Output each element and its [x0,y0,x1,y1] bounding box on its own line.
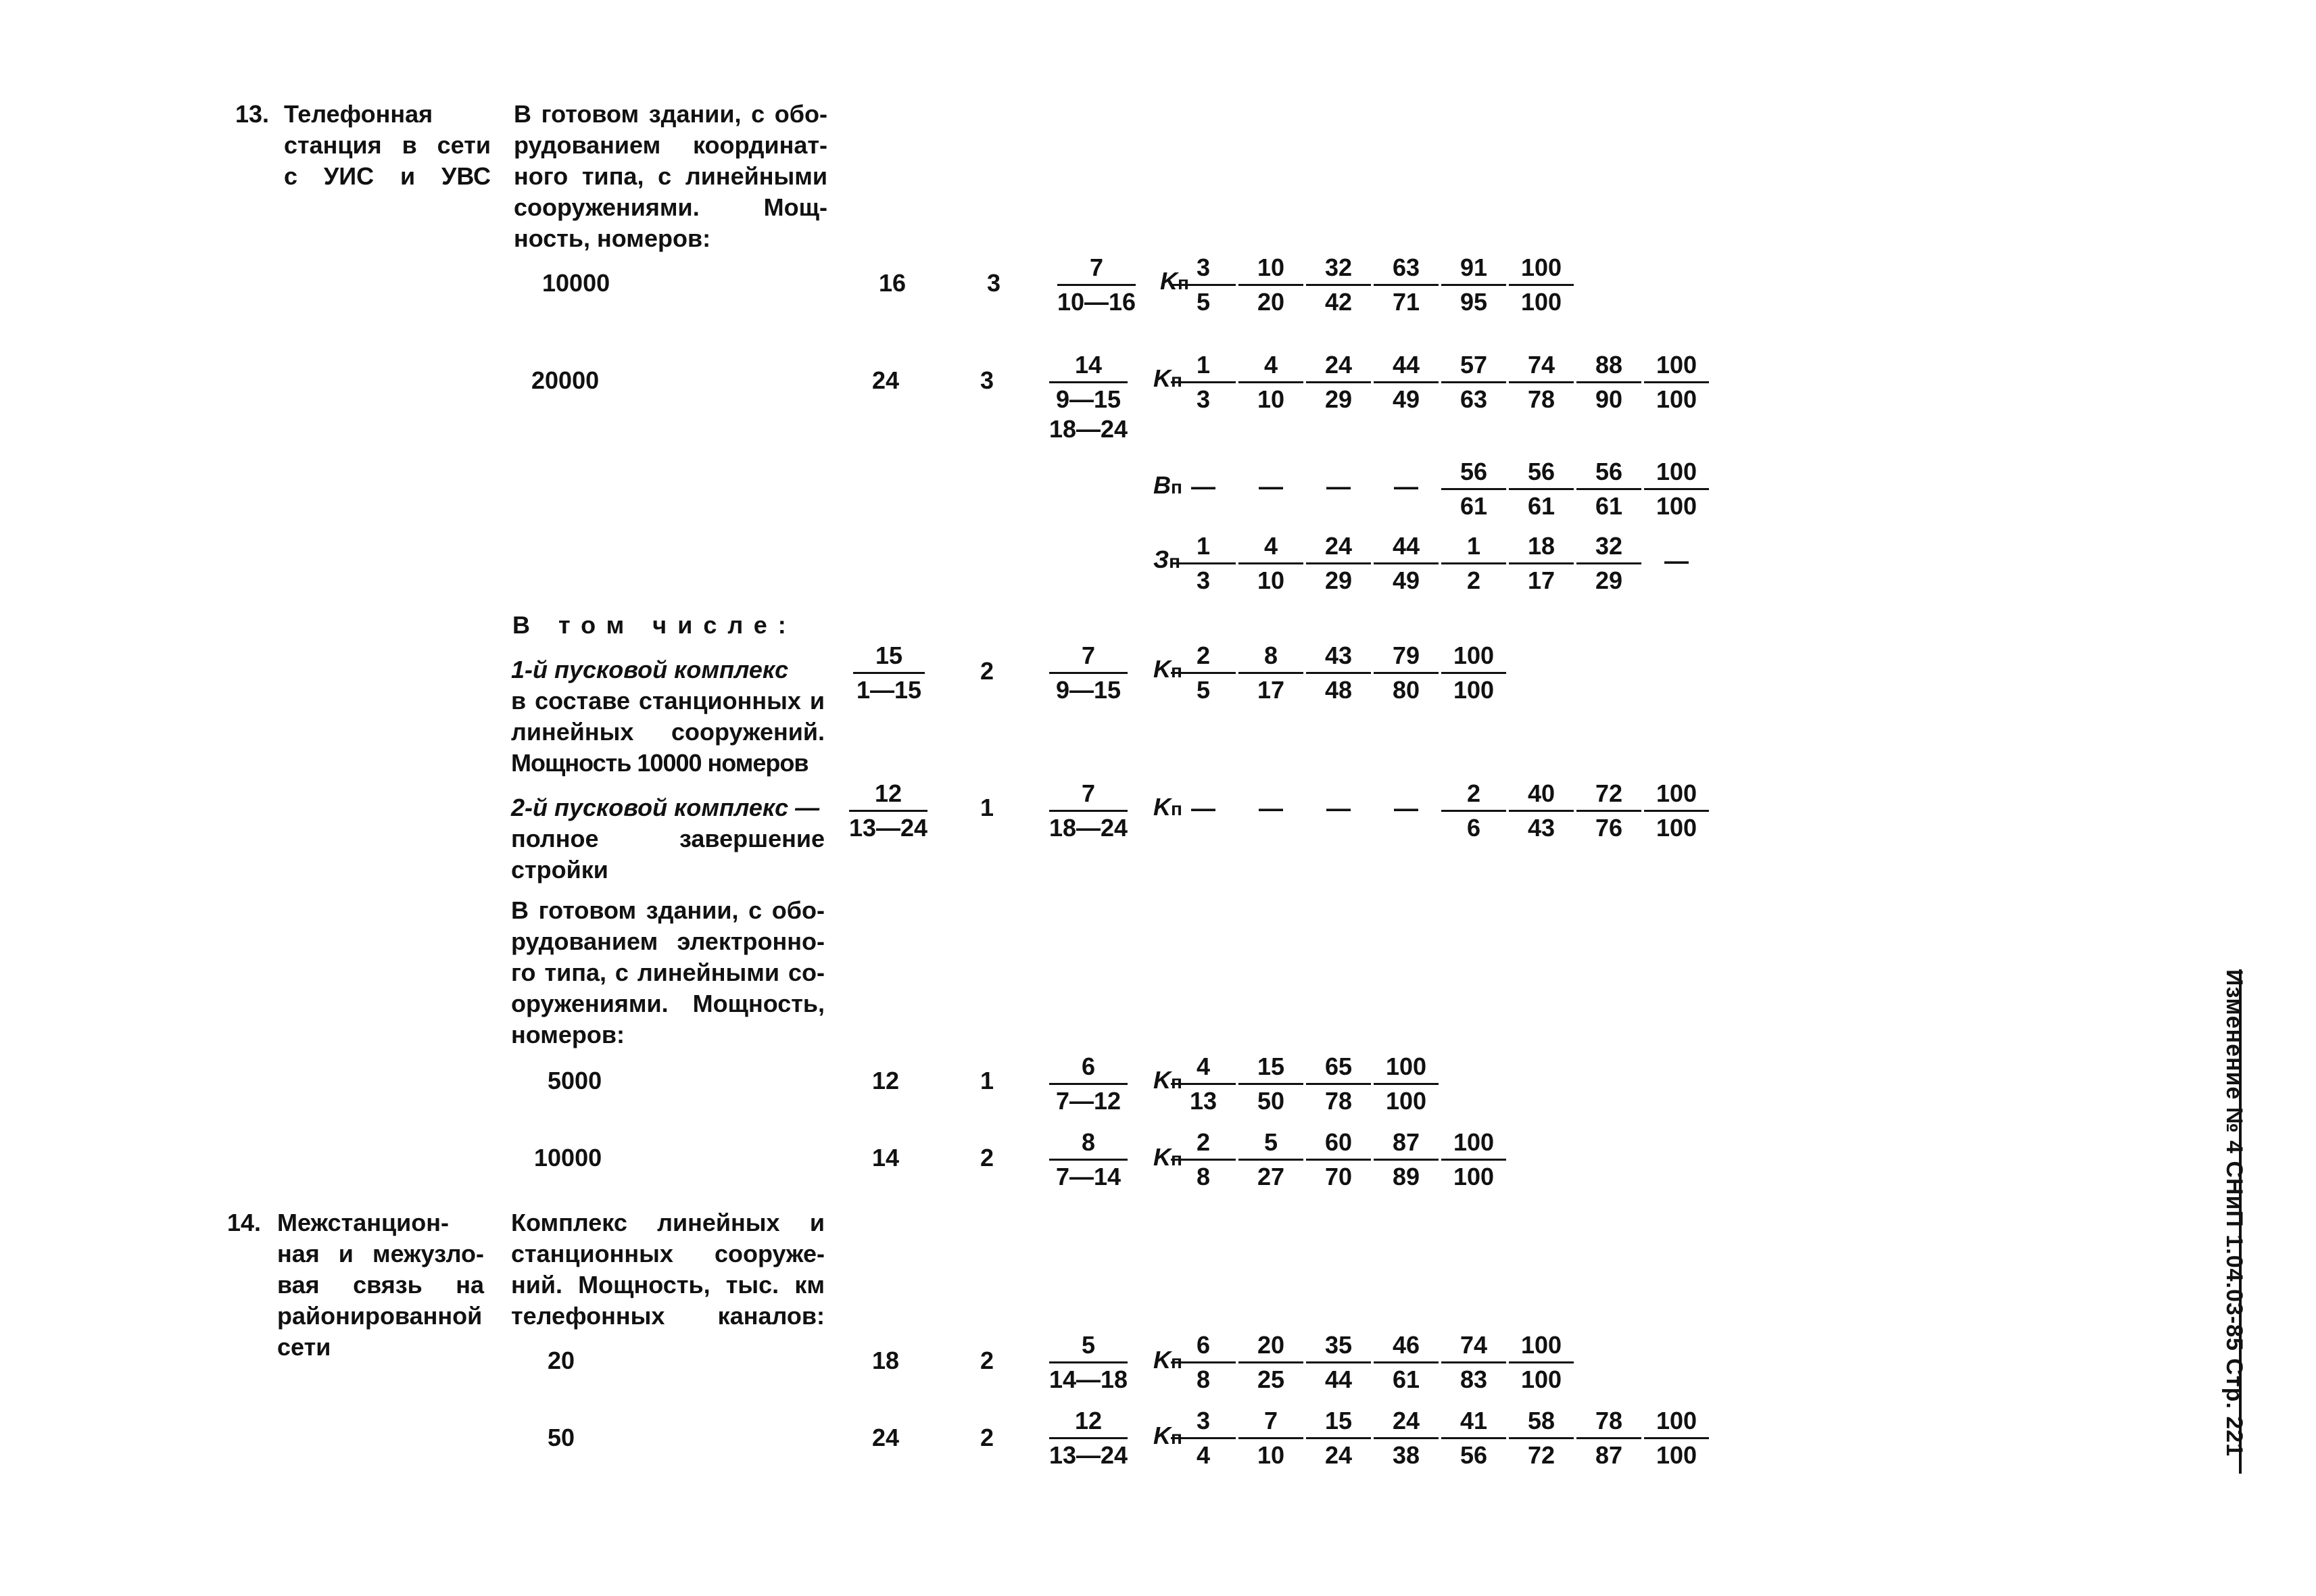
fraction-numerator: 100 [1441,1128,1506,1161]
fraction-denominator: 78 [1527,385,1555,413]
description-line: ность, номеров: [514,224,711,252]
period-value: 2 [980,657,994,685]
fraction-numerator: 88 [1576,350,1641,383]
fraction-denominator: 17 [1257,676,1285,704]
fraction-denominator: 90 [1595,385,1623,413]
stage-2-title: 2-й пусковой комплекс — [511,794,820,821]
fraction-denominator: 76 [1595,814,1623,842]
fraction-denominator: 48 [1324,676,1353,704]
row-label-z: Зп [1153,546,1181,573]
fraction-numerator: 15 [1238,1052,1303,1085]
fraction-numerator: 87 [1374,1128,1439,1161]
fraction-denominator: 8 [1196,1365,1211,1393]
fraction-numerator: 2 [1441,779,1506,812]
item-14-name-line: районированной [277,1302,483,1330]
fraction-denominator: 72 [1527,1441,1555,1469]
fraction-numerator: 41 [1441,1406,1506,1439]
fraction-numerator: 24 [1374,1406,1439,1439]
description-line: ний. Мощность, тыс. км [511,1271,825,1299]
description-line: рудованием координат- [514,131,827,159]
fraction-denominator: 61 [1527,492,1555,520]
fraction-numerator: 2 [1171,1128,1236,1161]
schedule-fraction: $\frac{8}{7—14}$ [1041,1128,1136,1192]
period-value: 3 [980,366,994,394]
row-label-k: Kп [1153,1143,1182,1171]
item-14-name-line: сети [277,1333,331,1361]
fraction-numerator: 60 [1306,1128,1371,1161]
description-line: линейных сооружений. [511,718,825,746]
row-label-k: Kп [1153,1422,1182,1449]
schedule-fraction: $\frac{7}{9—15}$ [1041,641,1136,705]
fraction-numerator: 15 [1306,1406,1371,1439]
item-14-number: 14. [227,1209,262,1236]
fraction-numerator: 3 [1171,253,1236,286]
fraction-denominator: 4 [1196,1441,1211,1469]
fraction-numerator: 78 [1576,1406,1641,1439]
description-line: рудованием электронно- [511,927,825,955]
fraction-numerator: 72 [1576,779,1641,812]
fraction-numerator: 79 [1374,641,1439,674]
schedule-fraction: $\frac{5}{14—18}$ [1048,1331,1128,1393]
fraction-numerator: 57 [1441,350,1506,383]
description-line: оружениями. Мощность, [511,990,825,1017]
fraction-denominator: 100 [1520,288,1562,316]
fraction-denominator: 3 [1196,385,1211,413]
fraction-numerator: 1 [1171,350,1236,383]
description-line: полное завершение [511,825,825,852]
fraction-numerator: 63 [1374,253,1439,286]
fraction-denominator: 49 [1392,385,1420,413]
fraction-numerator: 56 [1509,457,1574,490]
fraction-denominator: 71 [1392,288,1420,316]
period-value: 2 [980,1347,994,1374]
value-dash: — [1326,473,1351,500]
value-fraction [1636,1406,1717,1470]
value-dash: — [1394,473,1418,500]
value-fraction [1501,253,1582,317]
fraction-denominator: 87 [1595,1441,1623,1469]
schedule-fraction: $\frac{7}{10—16}$ [1057,253,1136,316]
value-dash: — [1259,473,1283,500]
fraction-numerator: 100 [1441,641,1506,674]
value-dash: — [1259,794,1283,822]
side-caption: Изменение № 4 СНиП 1.04.03-85 Стр. 221 [2221,969,2247,1457]
description-line: В готовом здании, с обо- [511,896,825,924]
description-line: ного типа, с линейными [514,162,827,190]
fraction-numerator: 32 [1306,253,1371,286]
fraction-denominator: 10 [1257,566,1285,594]
fraction-denominator: 100 [1385,1087,1427,1115]
fraction-numerator: 32 [1576,531,1641,564]
description-line: Комплекс линейных и [511,1209,825,1236]
row-label-k: Kп [1153,364,1182,392]
item-13-name-line: с УИС и УВС [284,162,491,190]
fraction-numerator: 100 [1644,1406,1709,1439]
description-line: станционных сооруже- [511,1240,825,1267]
duration-value: 14 [871,1144,900,1171]
fraction-numerator: 56 [1441,457,1506,490]
row-label-k: Kп [1160,267,1189,295]
fraction-denominator: 29 [1324,385,1353,413]
duration-value: 12 [871,1067,900,1094]
period-value: 3 [986,269,1001,297]
duration-fraction: $\frac{15}{1—15}$ [845,641,933,705]
value-fraction [1366,1052,1447,1116]
value-fraction [1433,1128,1514,1192]
fraction-denominator: 29 [1595,566,1623,594]
duration-value: 24 [871,366,900,394]
fraction-denominator: 5 [1196,288,1211,316]
fraction-numerator: 7 [1238,1406,1303,1439]
value-dash: — [1191,794,1215,822]
row-label-k: Kп [1153,655,1182,683]
fraction-denominator: 17 [1527,566,1555,594]
description-line: Мощность 10000 номеров [511,749,809,777]
schedule-fraction: $\frac{12}{13—24}$ [1048,1407,1128,1469]
fraction-denominator: 42 [1324,288,1353,316]
fraction-numerator: 65 [1306,1052,1371,1085]
fraction-numerator: 100 [1644,350,1709,383]
period-value: 1 [980,1067,994,1094]
description-line: стройки [511,856,608,884]
fraction-numerator: 2 [1171,641,1236,674]
schedule-fraction: $\frac{7}{18—24}$ [1048,779,1128,842]
item-13-number: 13. [235,100,270,128]
description-line: телефонных каналов: [511,1302,825,1330]
fraction-numerator: 46 [1374,1330,1439,1363]
fraction-numerator: 18 [1509,531,1574,564]
fraction-denominator: 13 [1189,1087,1217,1115]
fraction-denominator: 38 [1392,1441,1420,1469]
fraction-denominator: 6 [1466,814,1481,842]
fraction-numerator: 4 [1238,531,1303,564]
fraction-denominator: 44 [1324,1365,1353,1393]
item-14-name-line: вая связь на [277,1271,484,1299]
capacity-value: 10000 [534,1144,602,1171]
fraction-numerator: 20 [1238,1330,1303,1363]
capacity-value: 5000 [548,1067,602,1094]
fraction-numerator: 58 [1509,1406,1574,1439]
fraction-numerator: 1 [1441,531,1506,564]
fraction-numerator: 100 [1644,779,1709,812]
fraction-numerator: 44 [1374,531,1439,564]
fraction-denominator: 78 [1324,1087,1353,1115]
schedule-fraction: $\frac{6}{7—12}$ [1041,1052,1136,1116]
fraction-numerator: 4 [1171,1052,1236,1085]
fraction-denominator: 10 [1257,385,1285,413]
fraction-numerator: 6 [1171,1330,1236,1363]
duration-fraction: $\frac{12}{13—24}$ [848,779,928,842]
fraction-denominator: 5 [1196,676,1211,704]
item-14-name-line: Межстанцион- [277,1209,449,1236]
fraction-numerator: 10 [1238,253,1303,286]
row-label-b: Вп [1153,471,1182,499]
fraction-denominator: 49 [1392,566,1420,594]
value-fraction [1636,350,1717,414]
fraction-denominator: 100 [1453,1163,1495,1190]
fraction-denominator: 27 [1257,1163,1285,1190]
item-14-name-line: ная и межузло- [277,1240,484,1267]
fraction-denominator: 100 [1656,492,1697,520]
fraction-numerator: 100 [1509,1330,1574,1363]
value-dash: — [1664,547,1689,575]
fraction-denominator: 2 [1466,566,1481,594]
fraction-denominator: 61 [1459,492,1488,520]
stage-1-title: 1-й пусковой комплекс [511,656,789,683]
item-13-name-line: станция в сети [284,131,491,159]
fraction-denominator: 80 [1392,676,1420,704]
description-line: В готовом здании, с обо- [514,100,827,128]
fraction-denominator: 25 [1257,1365,1285,1393]
fraction-numerator: 100 [1509,253,1574,286]
value-fraction [1636,457,1717,521]
fraction-denominator: 100 [1656,1441,1697,1469]
fraction-denominator: 100 [1656,385,1697,413]
fraction-numerator: 8 [1238,641,1303,674]
fraction-numerator: 40 [1509,779,1574,812]
fraction-numerator: 91 [1441,253,1506,286]
period-value: 2 [980,1424,994,1451]
fraction-denominator: 95 [1459,288,1488,316]
value-fraction [1501,1330,1582,1395]
fraction-numerator: 56 [1576,457,1641,490]
fraction-numerator: 1 [1171,531,1236,564]
description-line: в составе станционных и [511,687,825,715]
description-line: сооружениями. Мощ- [514,193,827,221]
period-value: 1 [980,794,994,821]
schedule-fraction: 14 9—15 18—24 [1048,351,1128,443]
fraction-denominator: 89 [1392,1163,1420,1190]
row-label-k: Kп [1153,1346,1182,1374]
fraction-denominator: 56 [1459,1441,1488,1469]
period-value: 2 [980,1144,994,1171]
subheading-in-that-number: В том числе: [512,611,797,639]
fraction-denominator: 63 [1459,385,1488,413]
value-dash: — [1191,473,1215,500]
fraction-denominator: 8 [1196,1163,1211,1190]
value-fraction [1636,779,1717,843]
fraction-numerator: 24 [1306,531,1371,564]
fraction-denominator: 100 [1656,814,1697,842]
fraction-numerator: 100 [1374,1052,1439,1085]
fraction-denominator: 3 [1196,566,1211,594]
duration-value: 16 [878,269,907,297]
fraction-numerator: 74 [1509,350,1574,383]
duration-value: 24 [871,1424,900,1451]
fraction-denominator: 29 [1324,566,1353,594]
fraction-denominator: 50 [1257,1087,1285,1115]
capacity-value: 10000 [542,269,610,297]
fraction-denominator: 70 [1324,1163,1353,1190]
row-label-k: Kп [1153,793,1182,821]
duration-value: 18 [871,1347,900,1374]
value-dash: — [1326,794,1351,822]
fraction-numerator: 24 [1306,350,1371,383]
capacity-value: 20 [548,1347,575,1374]
fraction-denominator: 100 [1453,676,1495,704]
fraction-numerator: 44 [1374,350,1439,383]
fraction-numerator: 4 [1238,350,1303,383]
fraction-denominator: 20 [1257,288,1285,316]
row-label-k: Kп [1153,1066,1182,1094]
description-line: номеров: [511,1021,625,1048]
fraction-denominator: 24 [1324,1441,1353,1469]
value-dash: — [1394,794,1418,822]
fraction-denominator: 43 [1527,814,1555,842]
fraction-numerator: 5 [1238,1128,1303,1161]
fraction-numerator: 43 [1306,641,1371,674]
capacity-value: 50 [548,1424,575,1451]
fraction-numerator: 3 [1171,1406,1236,1439]
fraction-numerator: 100 [1644,457,1709,490]
item-13-name-line: Телефонная [284,100,433,128]
fraction-numerator: 35 [1306,1330,1371,1363]
fraction-denominator: 61 [1392,1365,1420,1393]
fraction-denominator: 100 [1520,1365,1562,1393]
description-line: го типа, с линейными со- [511,959,825,986]
fraction-denominator: 10 [1257,1441,1285,1469]
fraction-denominator: 61 [1595,492,1623,520]
value-fraction [1433,641,1514,705]
capacity-value: 20000 [531,366,600,394]
fraction-numerator: 74 [1441,1330,1506,1363]
fraction-denominator: 83 [1459,1365,1488,1393]
